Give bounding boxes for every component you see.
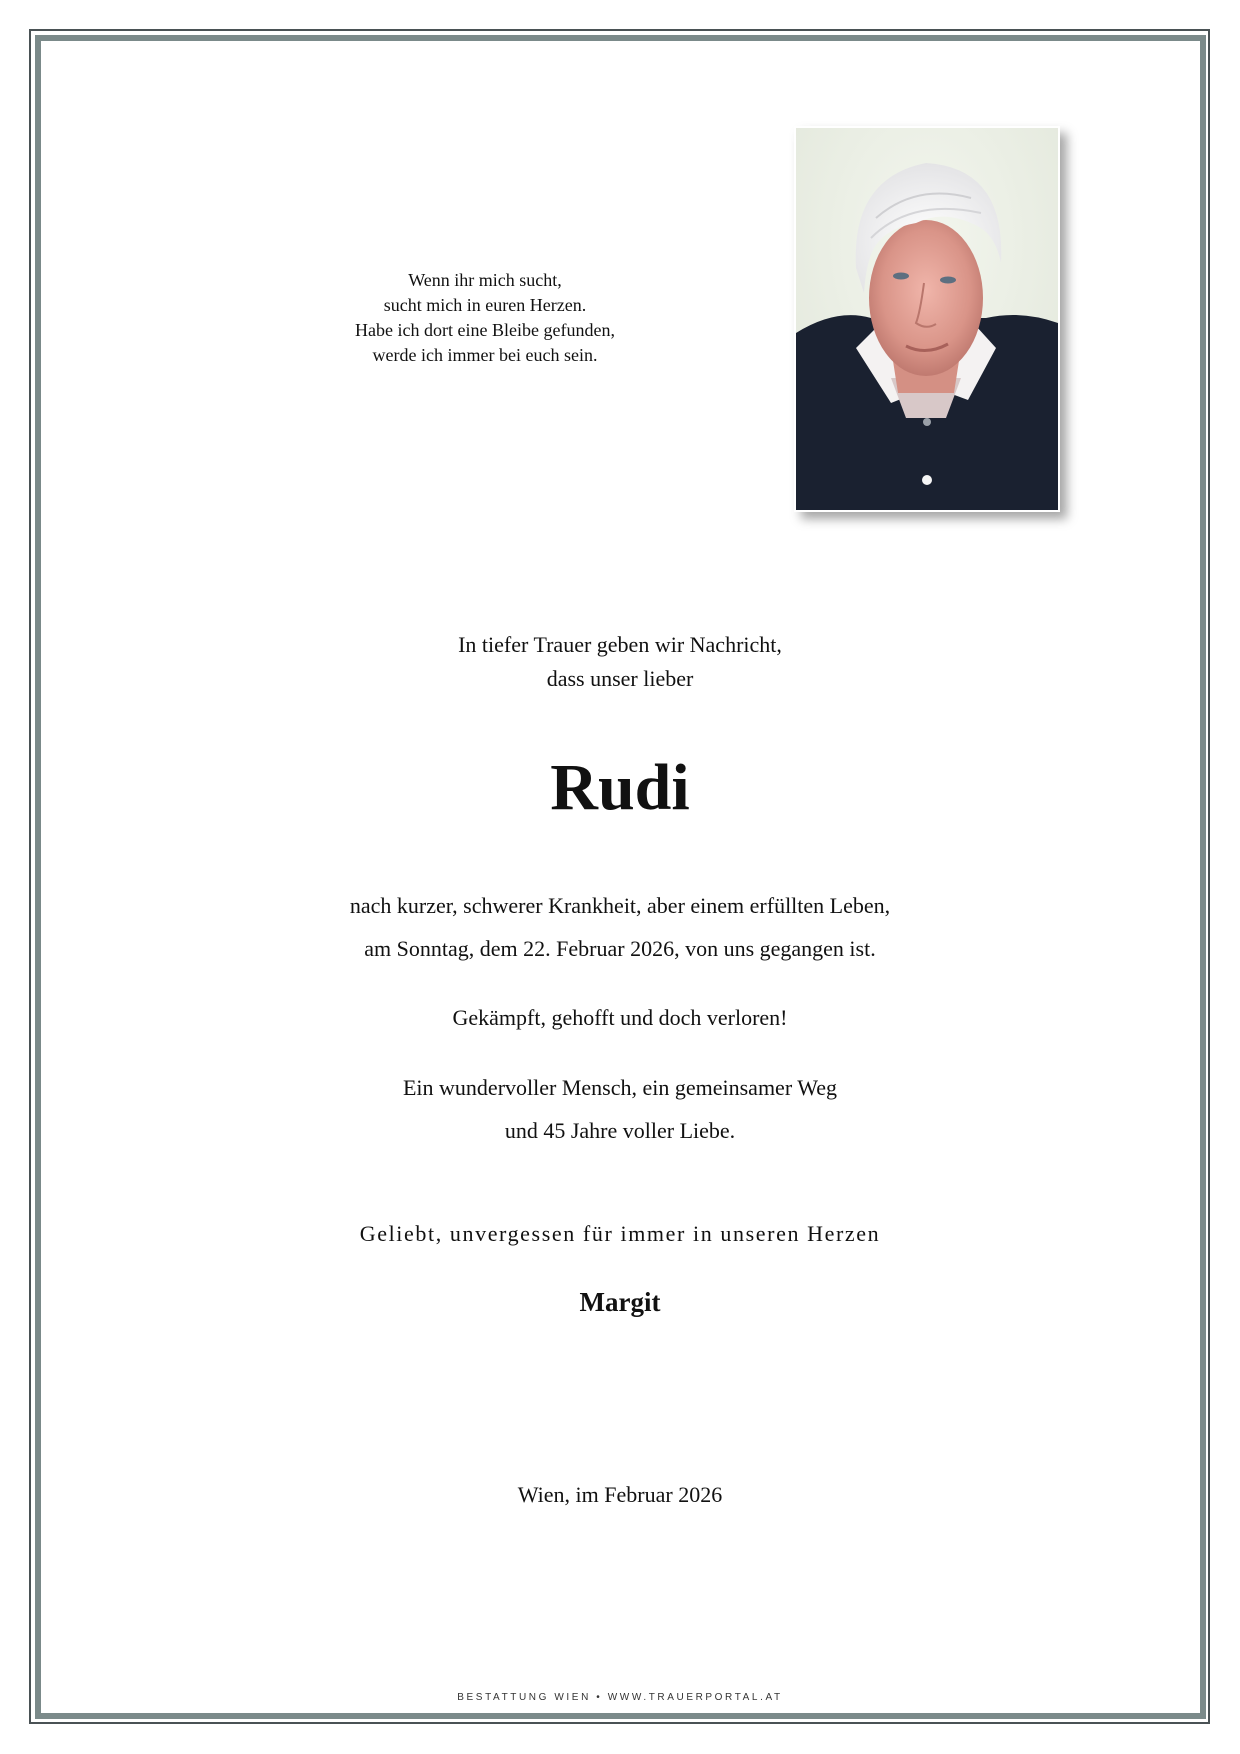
intro-line: dass unser lieber: [546, 666, 694, 691]
poem-line: sucht mich in euren Herzen.: [383, 295, 587, 315]
mourner-name: Margit: [579, 1287, 661, 1317]
poem-line: Wenn ihr mich sucht,: [408, 270, 562, 290]
body-text: [0, 884, 1240, 970]
footer-credit: BESTATTUNG WIEN • WWW.TRAUERPORTAL.AT: [457, 1692, 783, 1703]
portrait-photo: [794, 126, 1060, 512]
poem-line: Habe ich dort eine Bleibe gefunden,: [355, 320, 615, 340]
body-line: am Sonntag, dem 22. Februar 2026, von uns gegangen ist.: [364, 936, 876, 961]
tribute-line: Ein wundervoller Mensch, ein gemeinsamer Weg: [402, 1075, 838, 1100]
tribute-line: und 45 Jahre voller Liebe.: [504, 1118, 736, 1143]
motto: Gekämpft, gehofft und doch verloren!: [452, 1005, 788, 1030]
poem-line: werde ich immer bei euch sein.: [372, 345, 598, 365]
intro-text: [0, 628, 1240, 696]
portrait-image: [796, 128, 1058, 510]
intro-line: In tiefer Trauer geben wir Nachricht,: [458, 632, 782, 657]
closing-line: Geliebt, unvergessen für immer in unseren Herzen: [359, 1221, 881, 1246]
deceased-name: Rudi: [550, 751, 690, 824]
body-line: nach kurzer, schwerer Krankheit, aber einem erfüllten Leben,: [349, 893, 891, 918]
place-date: Wien, im Februar 2026: [517, 1482, 723, 1507]
poem: [285, 268, 685, 368]
tribute-text: [0, 1066, 1240, 1152]
